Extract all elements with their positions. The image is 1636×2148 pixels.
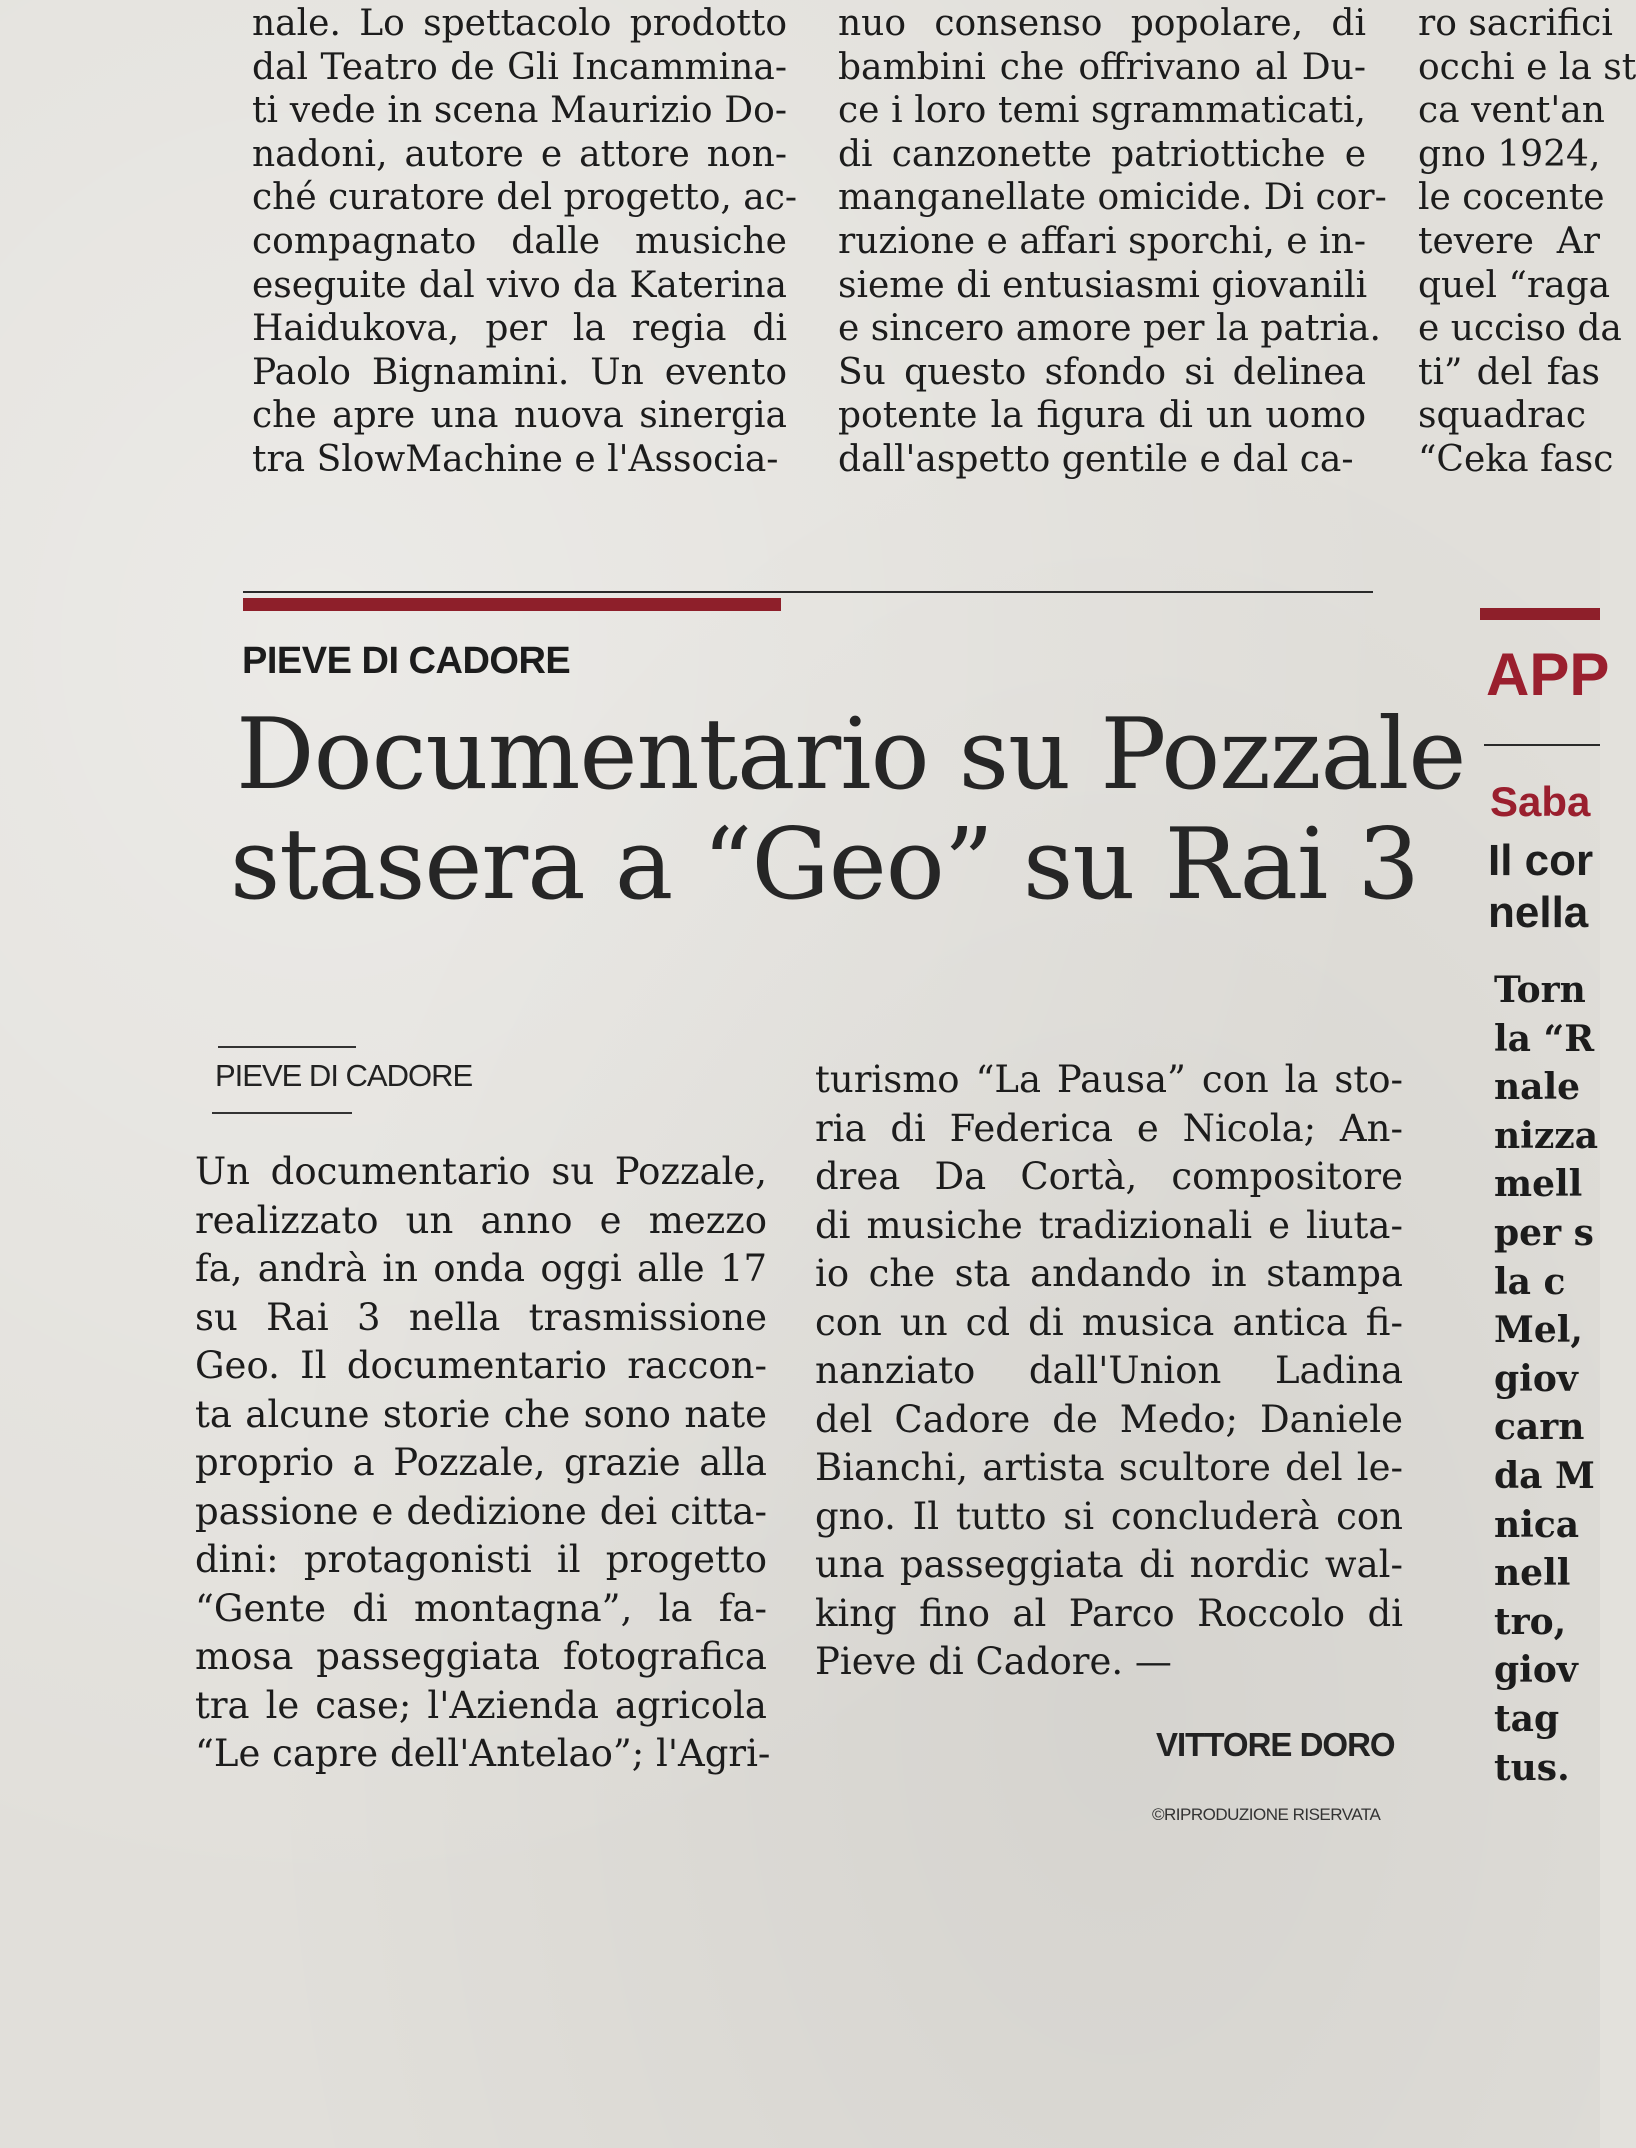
text-line: manganellate omicide. Di cor- <box>838 177 1387 219</box>
text-line: di canzonette patriottiche e <box>838 133 1366 175</box>
text-line: sieme di entusiasmi giovanili <box>838 264 1368 306</box>
text-line: Un documentario su Pozzale, <box>195 1150 767 1193</box>
text-line: Torn <box>1494 969 1586 1011</box>
text-line: nell <box>1494 1552 1571 1595</box>
text-line: mosa passeggiata fotografica <box>195 1635 767 1678</box>
text-line: ti” del fas <box>1418 351 1600 393</box>
article-author: VITTORE DORO <box>1156 1726 1395 1763</box>
text-line: tevere Ar <box>1418 220 1600 262</box>
text-line: le cocente <box>1418 177 1605 219</box>
text-line: la “R <box>1494 1017 1595 1060</box>
text-line: giov <box>1494 1649 1578 1692</box>
copyright-notice: ©RIPRODUZIONE RISERVATA <box>1152 1805 1381 1824</box>
text-line: nica <box>1494 1503 1580 1546</box>
text-line: dall'aspetto gentile e dal ca- <box>838 438 1354 480</box>
accent-rule <box>243 598 781 611</box>
text-line: “Ceka fasc <box>1418 438 1614 480</box>
prev-article-column-middle <box>838 2 1387 482</box>
text-line: ché curatore del progetto, ac- <box>252 177 798 219</box>
text-line: Mel, <box>1494 1309 1583 1352</box>
text-line: di musiche tradizionali e liuta- <box>815 1203 1403 1247</box>
section-divider <box>243 591 1373 593</box>
prev-article-column-left <box>252 2 798 482</box>
text-line: tus. <box>1494 1746 1570 1789</box>
text-line: squadrac <box>1418 395 1587 437</box>
text-line: giov <box>1494 1357 1578 1400</box>
side-headline-line-1: Il cor <box>1488 836 1594 885</box>
text-line: e sincero amore per la patria. <box>838 308 1381 350</box>
prev-article-column-right <box>1418 2 1636 482</box>
side-article-kicker: APP <box>1486 641 1610 708</box>
text-line: quel “raga <box>1418 264 1611 306</box>
text-line: occhi e la st <box>1418 46 1636 88</box>
text-line: drea Da Cortà, compositore <box>815 1155 1403 1198</box>
text-line: ta alcune storie che sono nate <box>195 1392 767 1436</box>
text-line: gno. Il tutto si concluderà con <box>815 1494 1403 1538</box>
text-line: ria di Federica e Nicola; An- <box>815 1106 1403 1150</box>
text-line: la c <box>1494 1260 1566 1303</box>
text-line: fa, andrà in onda oggi alle 17 <box>195 1247 767 1290</box>
text-line: nuo consenso popolare, di <box>838 3 1366 44</box>
text-line: con un cd di musica antica fi- <box>815 1300 1403 1344</box>
dateline-rule-top <box>218 1046 356 1048</box>
text-line: eseguite dal vivo da Katerina <box>252 264 787 306</box>
text-line: ro sacrifici <box>1418 3 1613 44</box>
text-line: gno 1924, <box>1418 133 1601 175</box>
text-line: Paolo Bignamini. Un evento <box>252 351 787 393</box>
text-line: tro, <box>1494 1600 1567 1643</box>
side-article-body <box>1494 966 1604 1792</box>
text-line: su Rai 3 nella trasmissione <box>195 1295 767 1339</box>
text-line: Geo. Il documentario raccon- <box>195 1344 767 1387</box>
article-headline-line-1: Documentario su Pozzale <box>236 698 1466 812</box>
text-line: Su questo sfondo si delinea <box>838 351 1366 393</box>
text-line: carn <box>1494 1406 1585 1449</box>
text-line: bambini che offrivano al Du- <box>838 46 1366 88</box>
text-line: turismo “La Pausa” con la sto- <box>815 1058 1403 1101</box>
text-line: king fino al Parco Roccolo di <box>815 1591 1403 1635</box>
side-accent-rule <box>1480 608 1600 620</box>
text-line: “Gente di montagna”, la fa- <box>195 1586 767 1630</box>
text-line: dini: protagonisti il progetto <box>195 1538 767 1581</box>
text-line: nale. Lo spettacolo prodotto <box>252 3 787 44</box>
text-line: nale <box>1494 1066 1581 1109</box>
text-line: ruzione e affari sporchi, e in- <box>838 220 1366 262</box>
text-line: Pieve di Cadore. — <box>815 1640 1172 1683</box>
text-line: tag <box>1494 1697 1560 1740</box>
text-line: passione e dedizione dei citta- <box>195 1489 767 1533</box>
text-line: che apre una nuova sinergia <box>252 395 787 437</box>
text-line: potente la figura di un uomo <box>838 395 1366 437</box>
text-line: compagnato dalle musiche <box>252 220 787 262</box>
text-line: ti vede in scena Maurizio Do- <box>252 90 787 132</box>
side-article-subkicker: Saba <box>1490 778 1591 825</box>
text-line: proprio a Pozzale, grazie alla <box>195 1441 767 1484</box>
side-divider <box>1484 744 1600 746</box>
text-line: “Le capre dell'Antelao”; l'Agri- <box>195 1732 771 1775</box>
text-line: e ucciso da <box>1418 308 1622 350</box>
text-line: da M <box>1494 1454 1595 1497</box>
text-line: Bianchi, artista scultore del le- <box>815 1446 1403 1489</box>
text-line: nanziato dall'Union Ladina <box>815 1349 1403 1392</box>
text-line: ce i loro temi sgrammaticati, <box>838 90 1366 132</box>
text-line: dal Teatro de Gli Incammina- <box>252 46 787 88</box>
article-kicker: PIEVE DI CADORE <box>242 640 571 682</box>
text-line: tra SlowMachine e l'Associa- <box>252 438 779 480</box>
side-headline-line-2: nella <box>1488 888 1589 937</box>
article-headline-line-2: stasera a “Geo” su Rai 3 <box>230 808 1419 922</box>
text-line: io che sta andando in stampa <box>815 1252 1403 1295</box>
text-line: nizza <box>1494 1114 1599 1157</box>
text-line: Haidukova, per la regia di <box>252 308 787 350</box>
text-line: nadoni, autore e attore non- <box>252 133 787 175</box>
text-line: del Cadore de Medo; Daniele <box>815 1397 1403 1441</box>
text-line: ca vent'an <box>1418 90 1605 132</box>
text-line: una passeggiata di nordic wal- <box>815 1543 1403 1586</box>
article-body-column-1 <box>195 1148 771 1779</box>
text-line: mell <box>1494 1163 1583 1206</box>
article-dateline: PIEVE DI CADORE <box>215 1058 473 1093</box>
text-line: per s <box>1494 1211 1594 1254</box>
text-line: realizzato un anno e mezzo <box>195 1198 767 1242</box>
article-body-column-2 <box>815 1056 1403 1687</box>
dateline-rule-bottom <box>212 1112 352 1114</box>
text-line: tra le case; l'Azienda agricola <box>195 1683 767 1727</box>
